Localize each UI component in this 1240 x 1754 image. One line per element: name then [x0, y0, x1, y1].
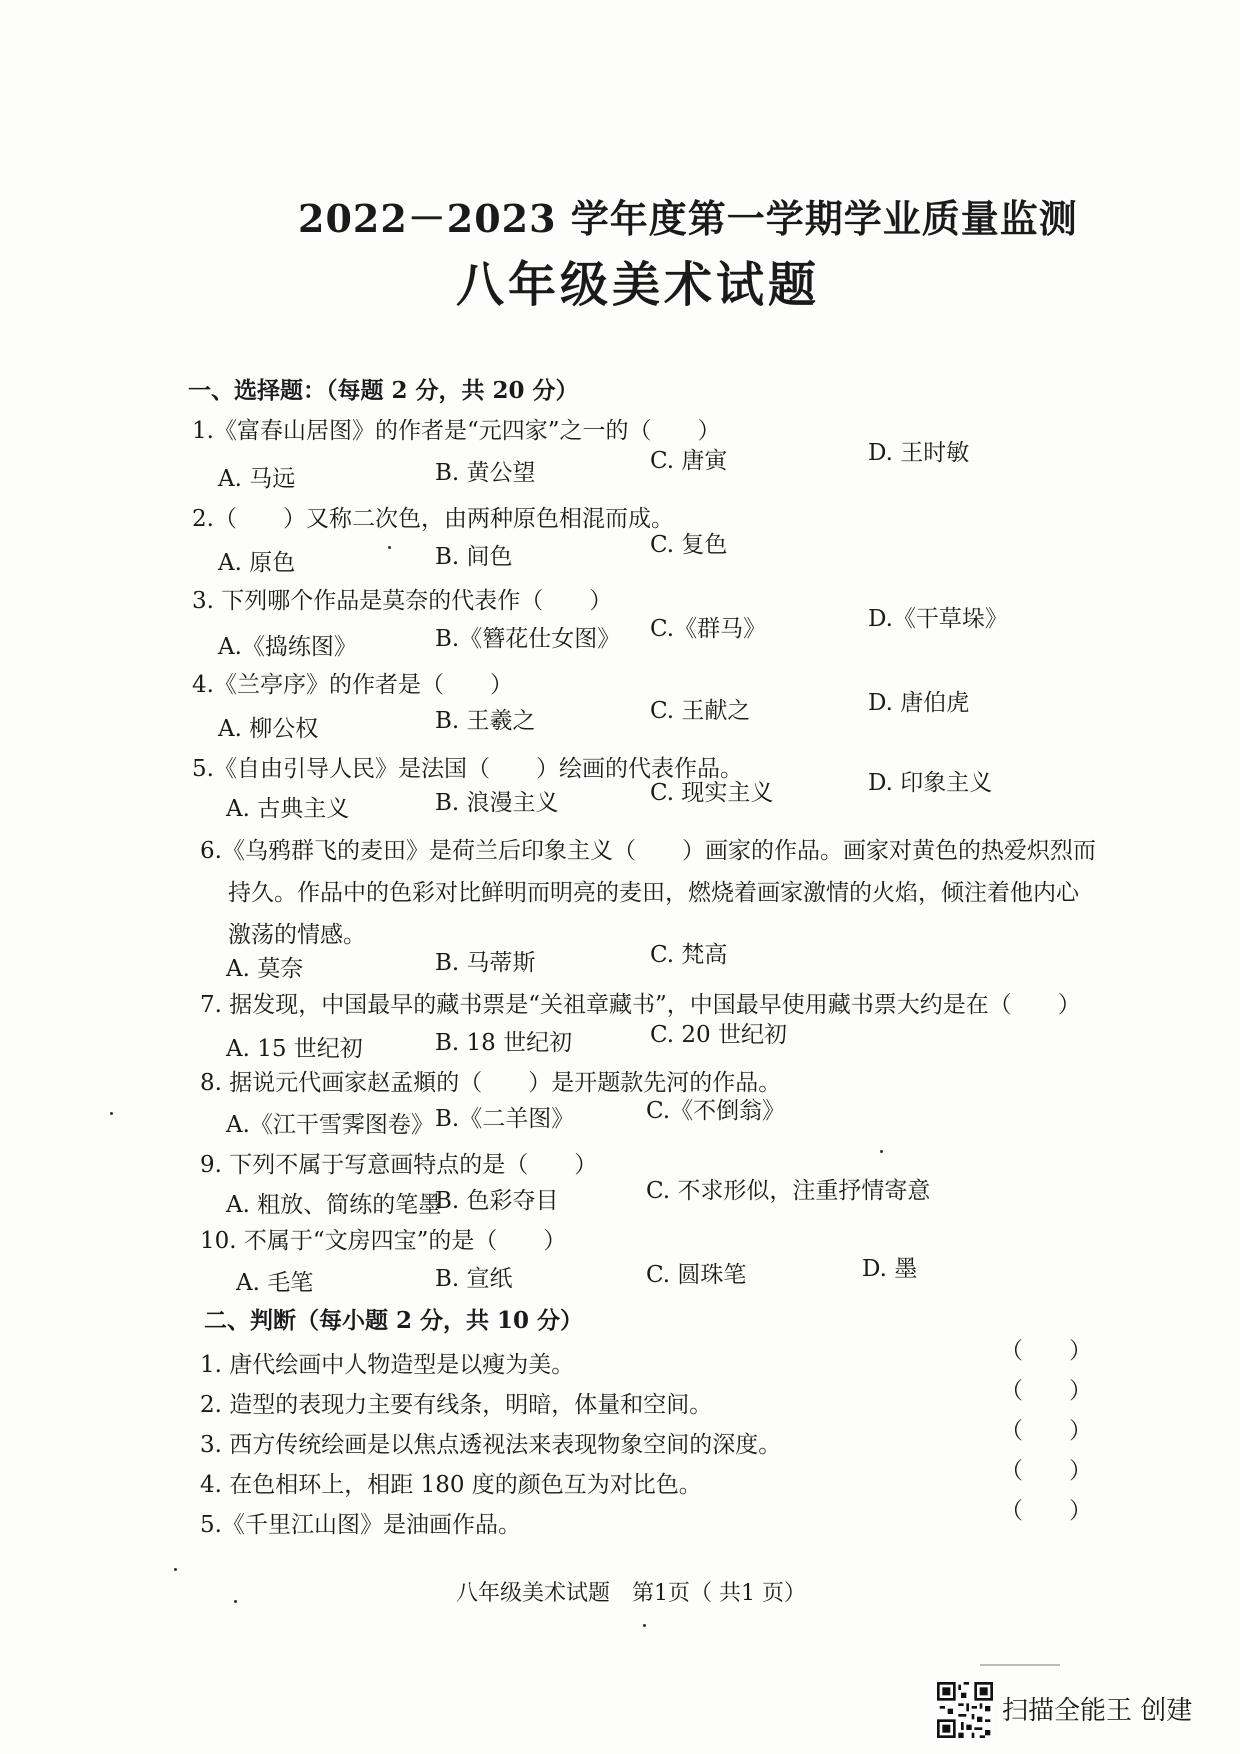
option: A. 柳公权	[218, 716, 319, 742]
option: C.《群马》	[650, 616, 767, 642]
judgement-item: 1. 唐代绘画中人物造型是以瘦为美。	[200, 1352, 575, 1378]
question-stem: 6.《乌鸦群飞的麦田》是荷兰后印象主义（ ）画家的作品。画家对黄色的热爱炽烈而	[200, 838, 1096, 864]
option: B. 黄公望	[435, 460, 536, 486]
question-stem: 5.《自由引导人民》是法国（ ）绘画的代表作品。	[192, 756, 743, 782]
question-stem: 8. 据说元代画家赵孟頫的（ ）是开题款先河的作品。	[200, 1070, 782, 1096]
option: C. 20 世纪初	[650, 1022, 787, 1048]
option: D. 王时敏	[868, 440, 970, 466]
option: C. 圆珠笔	[646, 1262, 747, 1288]
option: A. 马远	[218, 466, 296, 492]
judgement-item: 5.《千里江山图》是油画作品。	[200, 1512, 521, 1538]
option: C. 现实主义	[650, 780, 774, 806]
question-stem: 10. 不属于“文房四宝”的是（ ）	[200, 1228, 567, 1254]
question-stem-continued: 持久。作品中的色彩对比鲜明而明亮的麦田，燃烧着画家激情的火焰，倾注着他内心	[228, 880, 1079, 906]
page-footer: 八年级美术试题 第1页（ 共1 页）	[456, 1581, 806, 1606]
scanner-watermark-text: 扫描全能王 创建	[1002, 1696, 1193, 1726]
question-stem: 4.《兰亭序》的作者是（ ）	[192, 672, 513, 698]
option: A. 莫奈	[226, 956, 304, 982]
option: B. 浪漫主义	[435, 790, 559, 816]
answer-paren: （ ）	[1000, 1378, 1092, 1404]
option: D.《干草垛》	[868, 606, 1008, 632]
option: D. 印象主义	[868, 770, 993, 796]
option: A. 15 世纪初	[226, 1036, 363, 1062]
option: B. 王羲之	[435, 708, 536, 734]
option: D. 墨	[862, 1256, 918, 1282]
option: A. 古典主义	[226, 796, 350, 822]
option: A. 毛笔	[236, 1270, 314, 1296]
option: C. 王献之	[650, 698, 751, 724]
question-stem: 2.（ ）又称二次色，由两种原色相混而成。	[192, 506, 674, 532]
question-stem: 7. 据发现，中国最早的藏书票是“关祖章藏书”，中国最早使用藏书票大约是在（ ）	[200, 992, 1081, 1018]
question-stem: 1.《富春山居图》的作者是“元四家”之一的（ ）	[192, 418, 721, 444]
option: C. 复色	[650, 532, 728, 558]
option: B.《簪花仕女图》	[435, 626, 621, 652]
exam-title: 八年级美术试题	[456, 257, 821, 313]
question-stem: 3. 下列哪个作品是莫奈的代表作（ ）	[192, 588, 613, 614]
option: A.《捣练图》	[218, 634, 357, 660]
answer-paren: （ ）	[1000, 1498, 1092, 1524]
question-stem-continued: 激荡的情感。	[228, 922, 366, 948]
judgement-item: 3. 西方传统绘画是以焦点透视法来表现物象空间的深度。	[200, 1432, 782, 1458]
answer-paren: （ ）	[1000, 1338, 1092, 1364]
answer-paren: （ ）	[1000, 1458, 1092, 1484]
option: B. 马蒂斯	[435, 950, 536, 976]
option: B. 色彩夺目	[435, 1188, 559, 1214]
option: B. 宣纸	[435, 1266, 513, 1292]
option: B. 18 世纪初	[435, 1030, 573, 1056]
option: B. 间色	[435, 544, 513, 570]
option: C. 唐寅	[650, 448, 728, 474]
section-title-choice: 一、选择题：（每题 2 分，共 20 分）	[188, 377, 579, 404]
question-stem: 9. 下列不属于写意画特点的是（ ）	[200, 1152, 598, 1178]
option: C. 梵高	[650, 942, 728, 968]
judgement-item: 4. 在色相环上，相距 180 度的颜色互为对比色。	[200, 1472, 702, 1498]
answer-paren: （ ）	[1000, 1418, 1092, 1444]
option: A.《江干雪霁图卷》	[226, 1112, 434, 1138]
qr-code-icon	[937, 1682, 993, 1738]
section-title-judgement: 二、判断（每小题 2 分，共 10 分）	[204, 1307, 584, 1334]
option: B.《二羊图》	[435, 1106, 575, 1132]
exam-subtitle: 2022－2023 学年度第一学期学业质量监测	[298, 196, 1078, 241]
judgement-item: 2. 造型的表现力主要有线条，明暗，体量和空间。	[200, 1392, 713, 1418]
option: A. 粗放、简练的笔墨	[226, 1192, 442, 1218]
option: C.《不倒翁》	[646, 1098, 786, 1124]
option: A. 原色	[218, 550, 296, 576]
option: C. 不求形似，注重抒情寄意	[646, 1178, 931, 1204]
option: D. 唐伯虎	[868, 690, 970, 716]
